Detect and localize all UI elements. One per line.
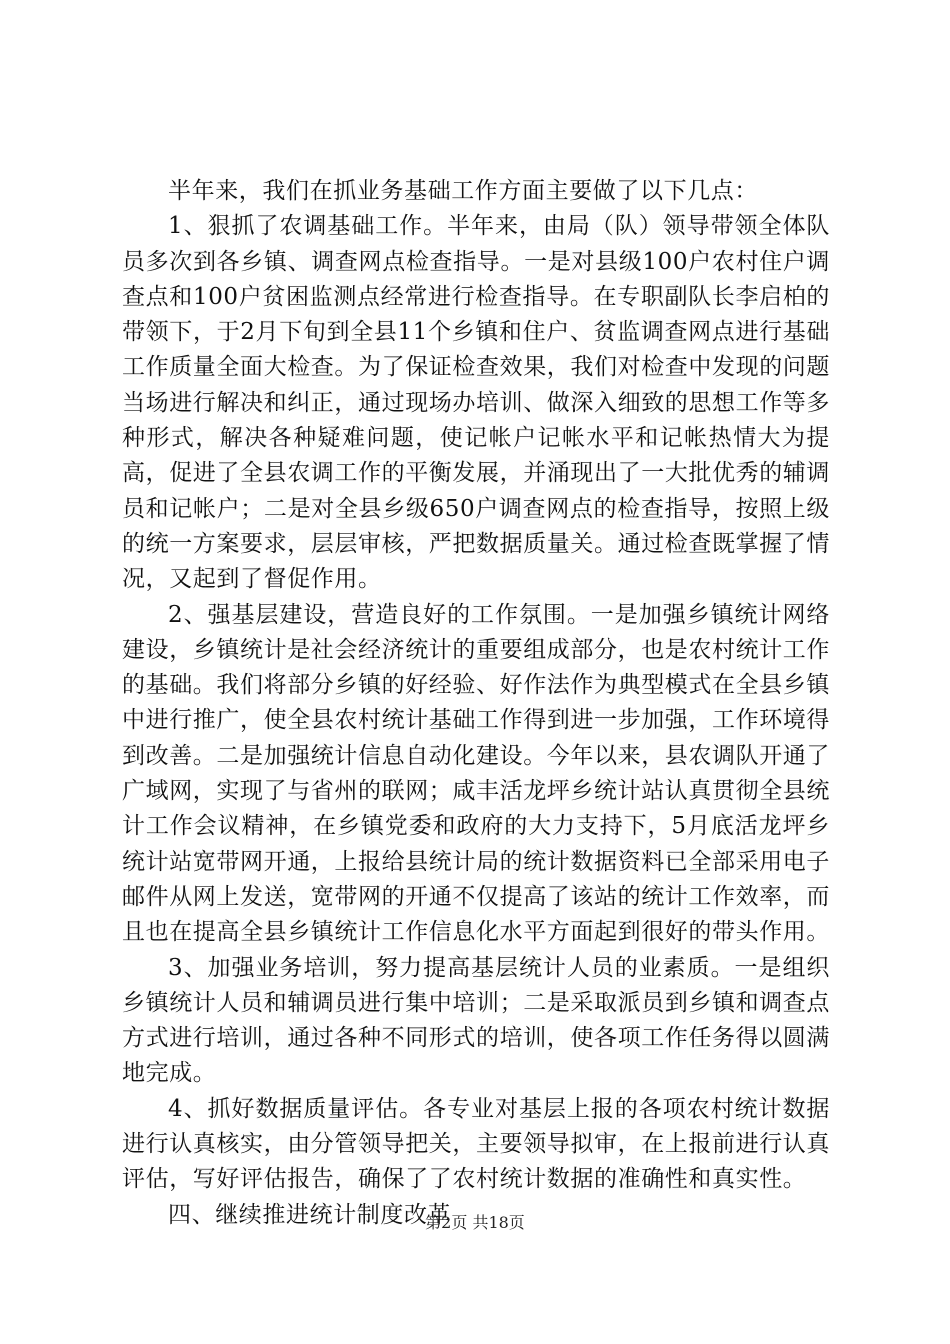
page-footer: 第2页 共18页 [425, 1213, 525, 1232]
paragraph-intro: 半年来，我们在抓业务基础工作方面主要做了以下几点： [168, 178, 758, 204]
paragraph-item-2: 2、强基层建设，营造良好的工作氛围。一是加强乡镇统计网络建设，乡镇统计是社会经济统计的重要组成部分，也是农村统计工作的基础。我们将部分乡镇的好经验、好作法作为典型模式在全县乡镇中进行推广，使全县农村统计基础工作得到进一步加强，工作环境得到改善。二是加强统计信息自动化建设。今年以来，县农调队开通了广域网，实现了与省州的联网；咸丰活龙坪乡统计站认真贯彻全县统计工作会议精神，在乡镇党委和政府的大力支持下，5月底活龙坪乡统计站宽带网开通，上报给县统计局的统计数据资料已全部采用电子邮件从网上发送，宽带网的开通不仅提高了该站的统计工作效率，而且也在提高全县乡镇统计工作信息化水平方面起到很好的带头作用。 [122, 601, 830, 946]
paragraph-item-4: 4、抓好数据质量评估。各专业对基层上报的各项农村统计数据进行认真核实，由分管领导把关，主要领导拟审，在上报前进行认真评估，写好评估报告，确保了了农村统计数据的准确性和真实性。 [122, 1095, 830, 1193]
section-heading: 四、继续推进统计制度改革 [168, 1201, 452, 1228]
document-body [122, 174, 830, 1233]
paragraph-item-1: 1、狠抓了农调基础工作。半年来，由局（队）领导带领全体队员多次到各乡镇、调查网点检查指导。一是对县级100户农村住户调查点和100户贫困监测点经常进行检查指导。在专职副队长李启柏的带领下，于2月下旬到全县11个乡镇和住户、贫监调查网点进行基础工作质量全面大检查。为了保证检查效果，我们对检查中发现的问题当场进行解决和纠正，通过现场办培训、做深入细致的思想工作等多种形式，解决各种疑难问题，使记帐户记帐水平和记帐热情大为提高，促进了全县农调工作的平衡发展，并涌现出了一大批优秀的辅调员和记帐户；二是对全县乡级650户调查网点的检查指导，按照上级的统一方案要求，层层审核，严把数据质量关。通过检查既掌握了情况，又起到了督促作用。 [122, 213, 830, 593]
paragraph-item-3: 3、加强业务培训，努力提高基层统计人员的业素质。一是组织乡镇统计人员和辅调员进行集中培训；二是采取派员到乡镇和调查点方式进行培训，通过各种不同形式的培训，使各项工作任务得以圆满地完成。 [122, 954, 830, 1087]
